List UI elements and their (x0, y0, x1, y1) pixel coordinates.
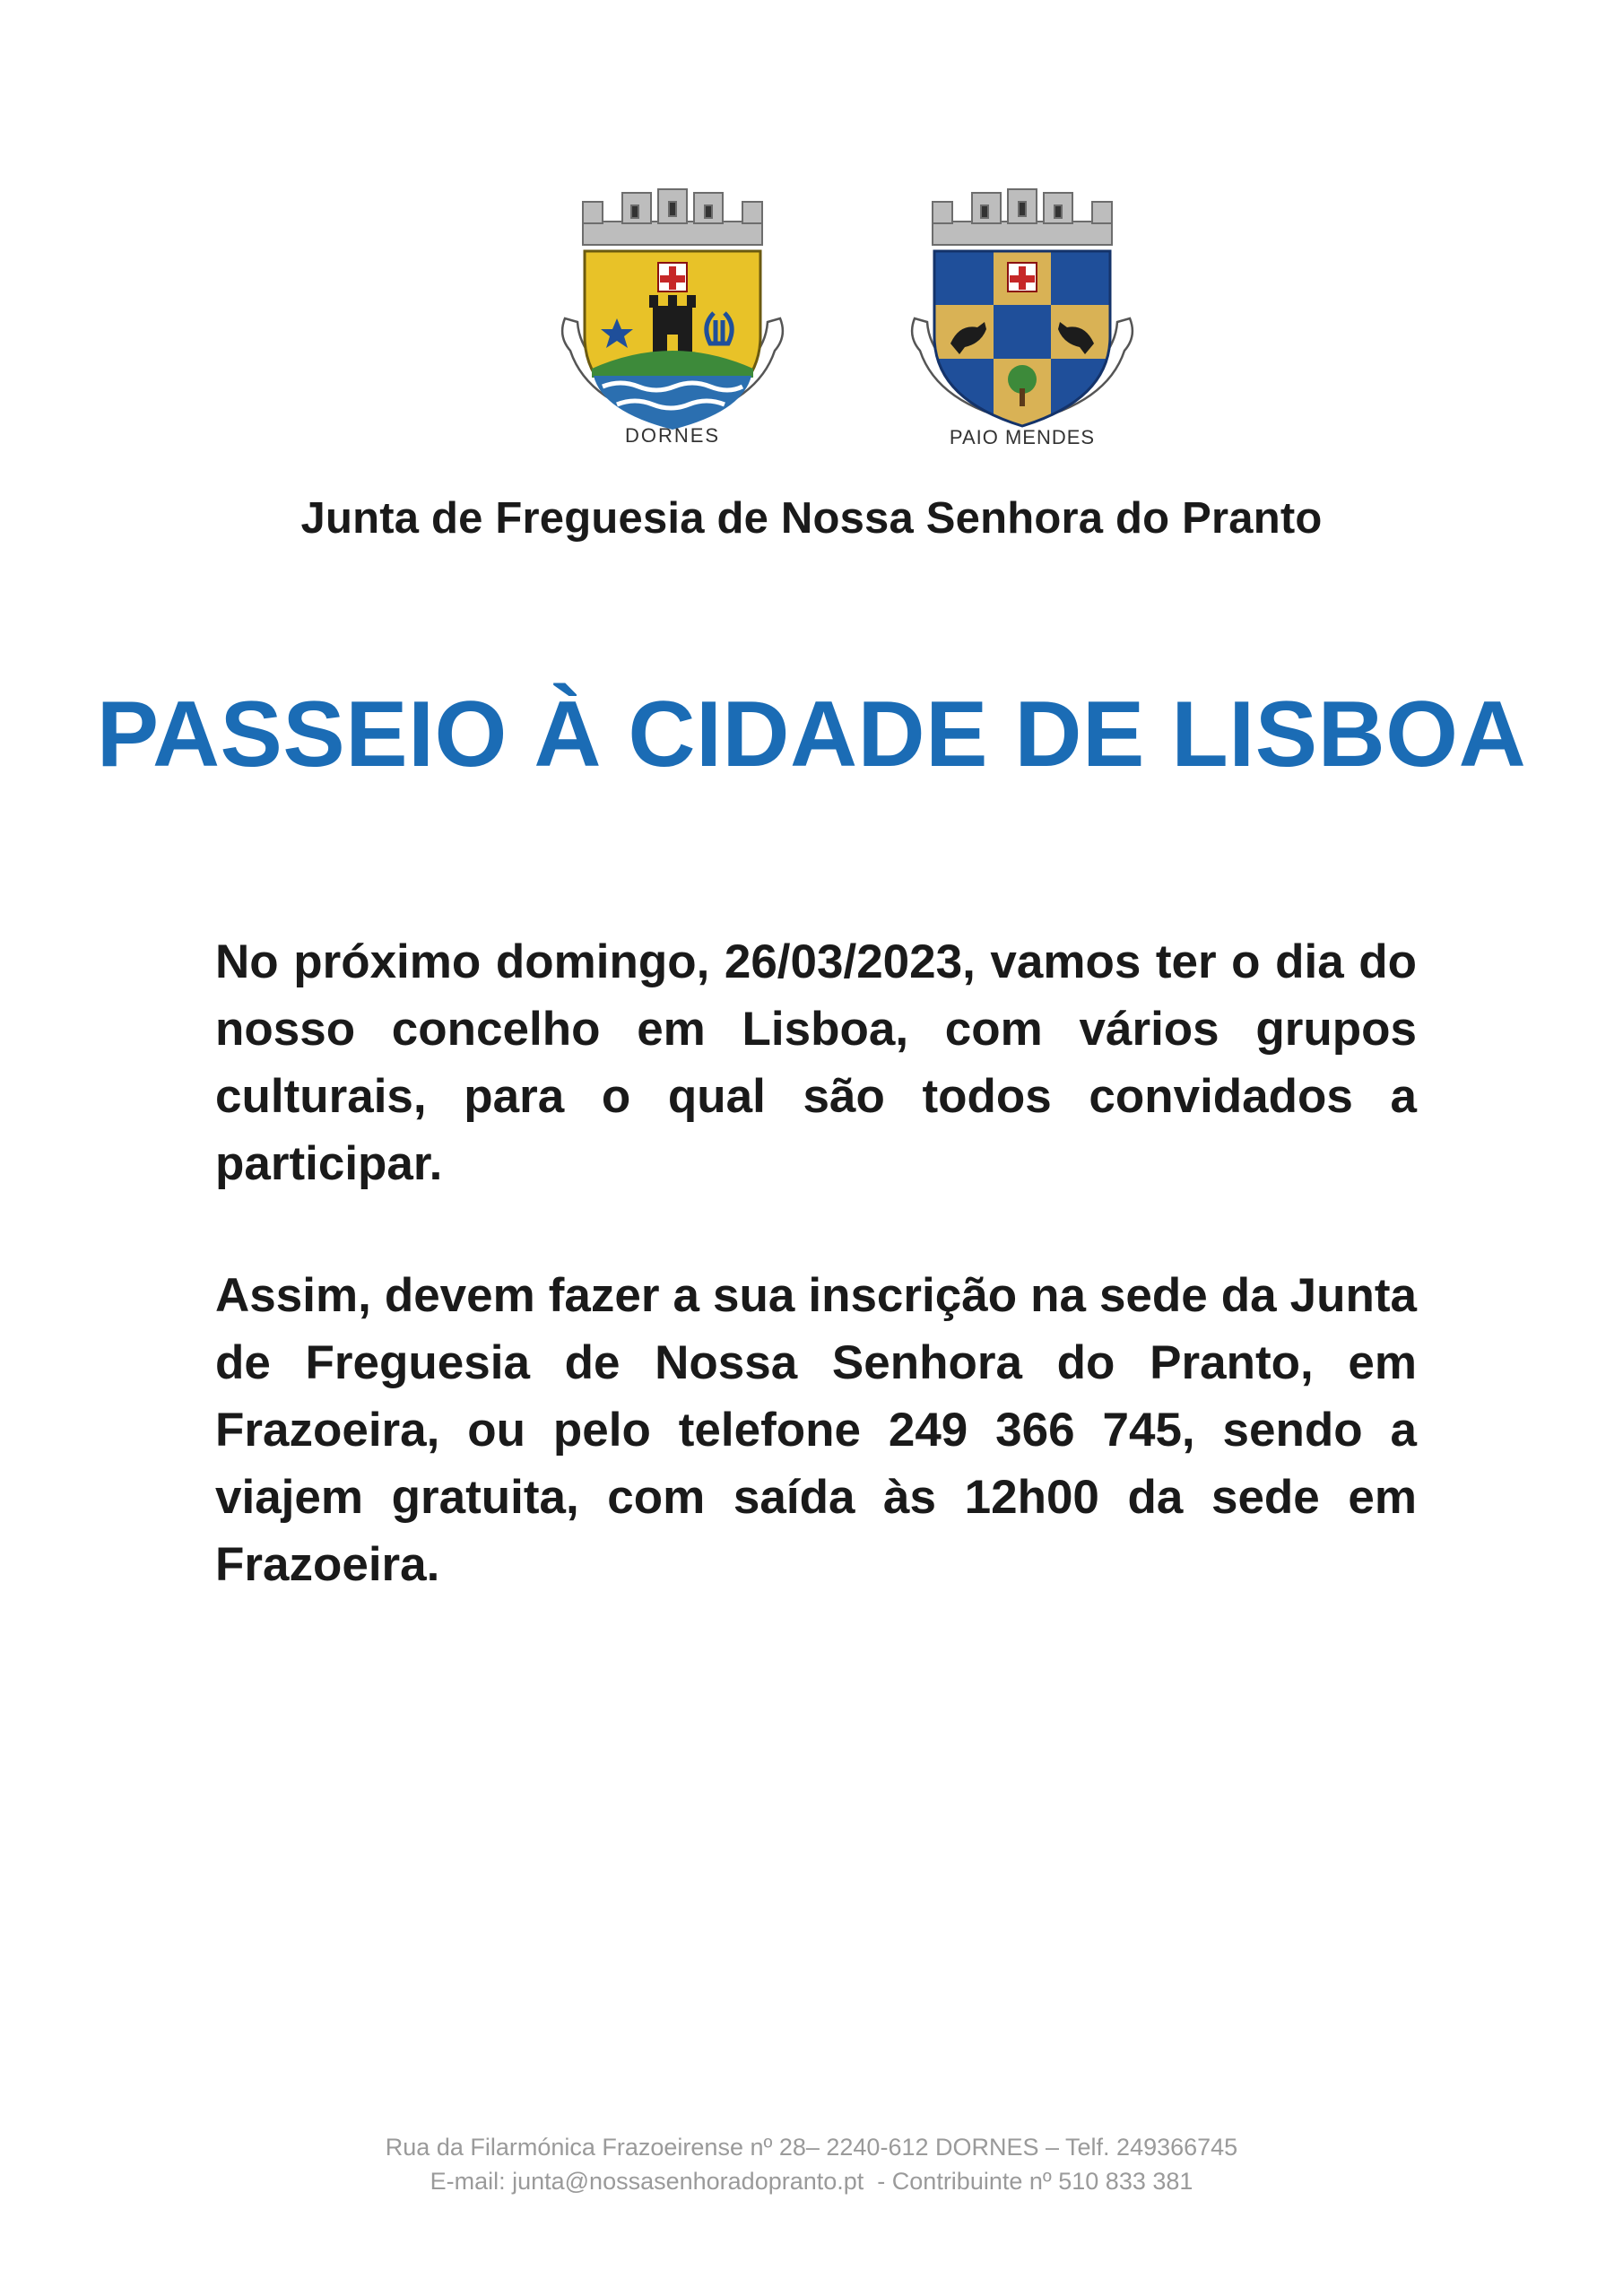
organization-name: Junta de Freguesia de Nossa Senhora do Pranto (300, 494, 1323, 543)
cross-icon (658, 263, 687, 291)
footer (0, 2130, 1623, 2198)
announcement-paragraph-1: No próximo domingo, 26/03/2023, vamos ter o dia do nosso concelho em Lisboa, com vários grupos culturais, para o qual são todos convidados a participar. (215, 935, 1417, 1190)
footer-address: Rua da Filarmónica Frazoeirense nº 28– 2240-612 DORNES – Telf. 249366745 (385, 2134, 1238, 2161)
dornes-coat-of-arms (547, 184, 798, 462)
page-title: PASSEIO À CIDADE DE LISBOA (96, 683, 1527, 787)
cross-icon (1008, 263, 1037, 291)
crest-label: PAIO MENDES (949, 426, 1096, 448)
paio-mendes-coat-of-arms (897, 184, 1148, 462)
footer-contact: E-mail: junta@nossasenhoradopranto.pt - Contribuinte nº 510 833 381 (430, 2168, 1193, 2195)
mural-crown-icon (583, 189, 762, 245)
announcement-paragraph-2: Assim, devem fazer a sua inscrição na sede da Junta de Freguesia de Nossa Senhora do Pranto, em Frazoeira, ou pelo telefone 249 366 745, sendo a viajem gratuita, com saída às 12h00 da sede em Frazoeira. (215, 1269, 1417, 1591)
crest-label: DORNES (624, 424, 721, 447)
mural-crown-icon (933, 189, 1112, 245)
